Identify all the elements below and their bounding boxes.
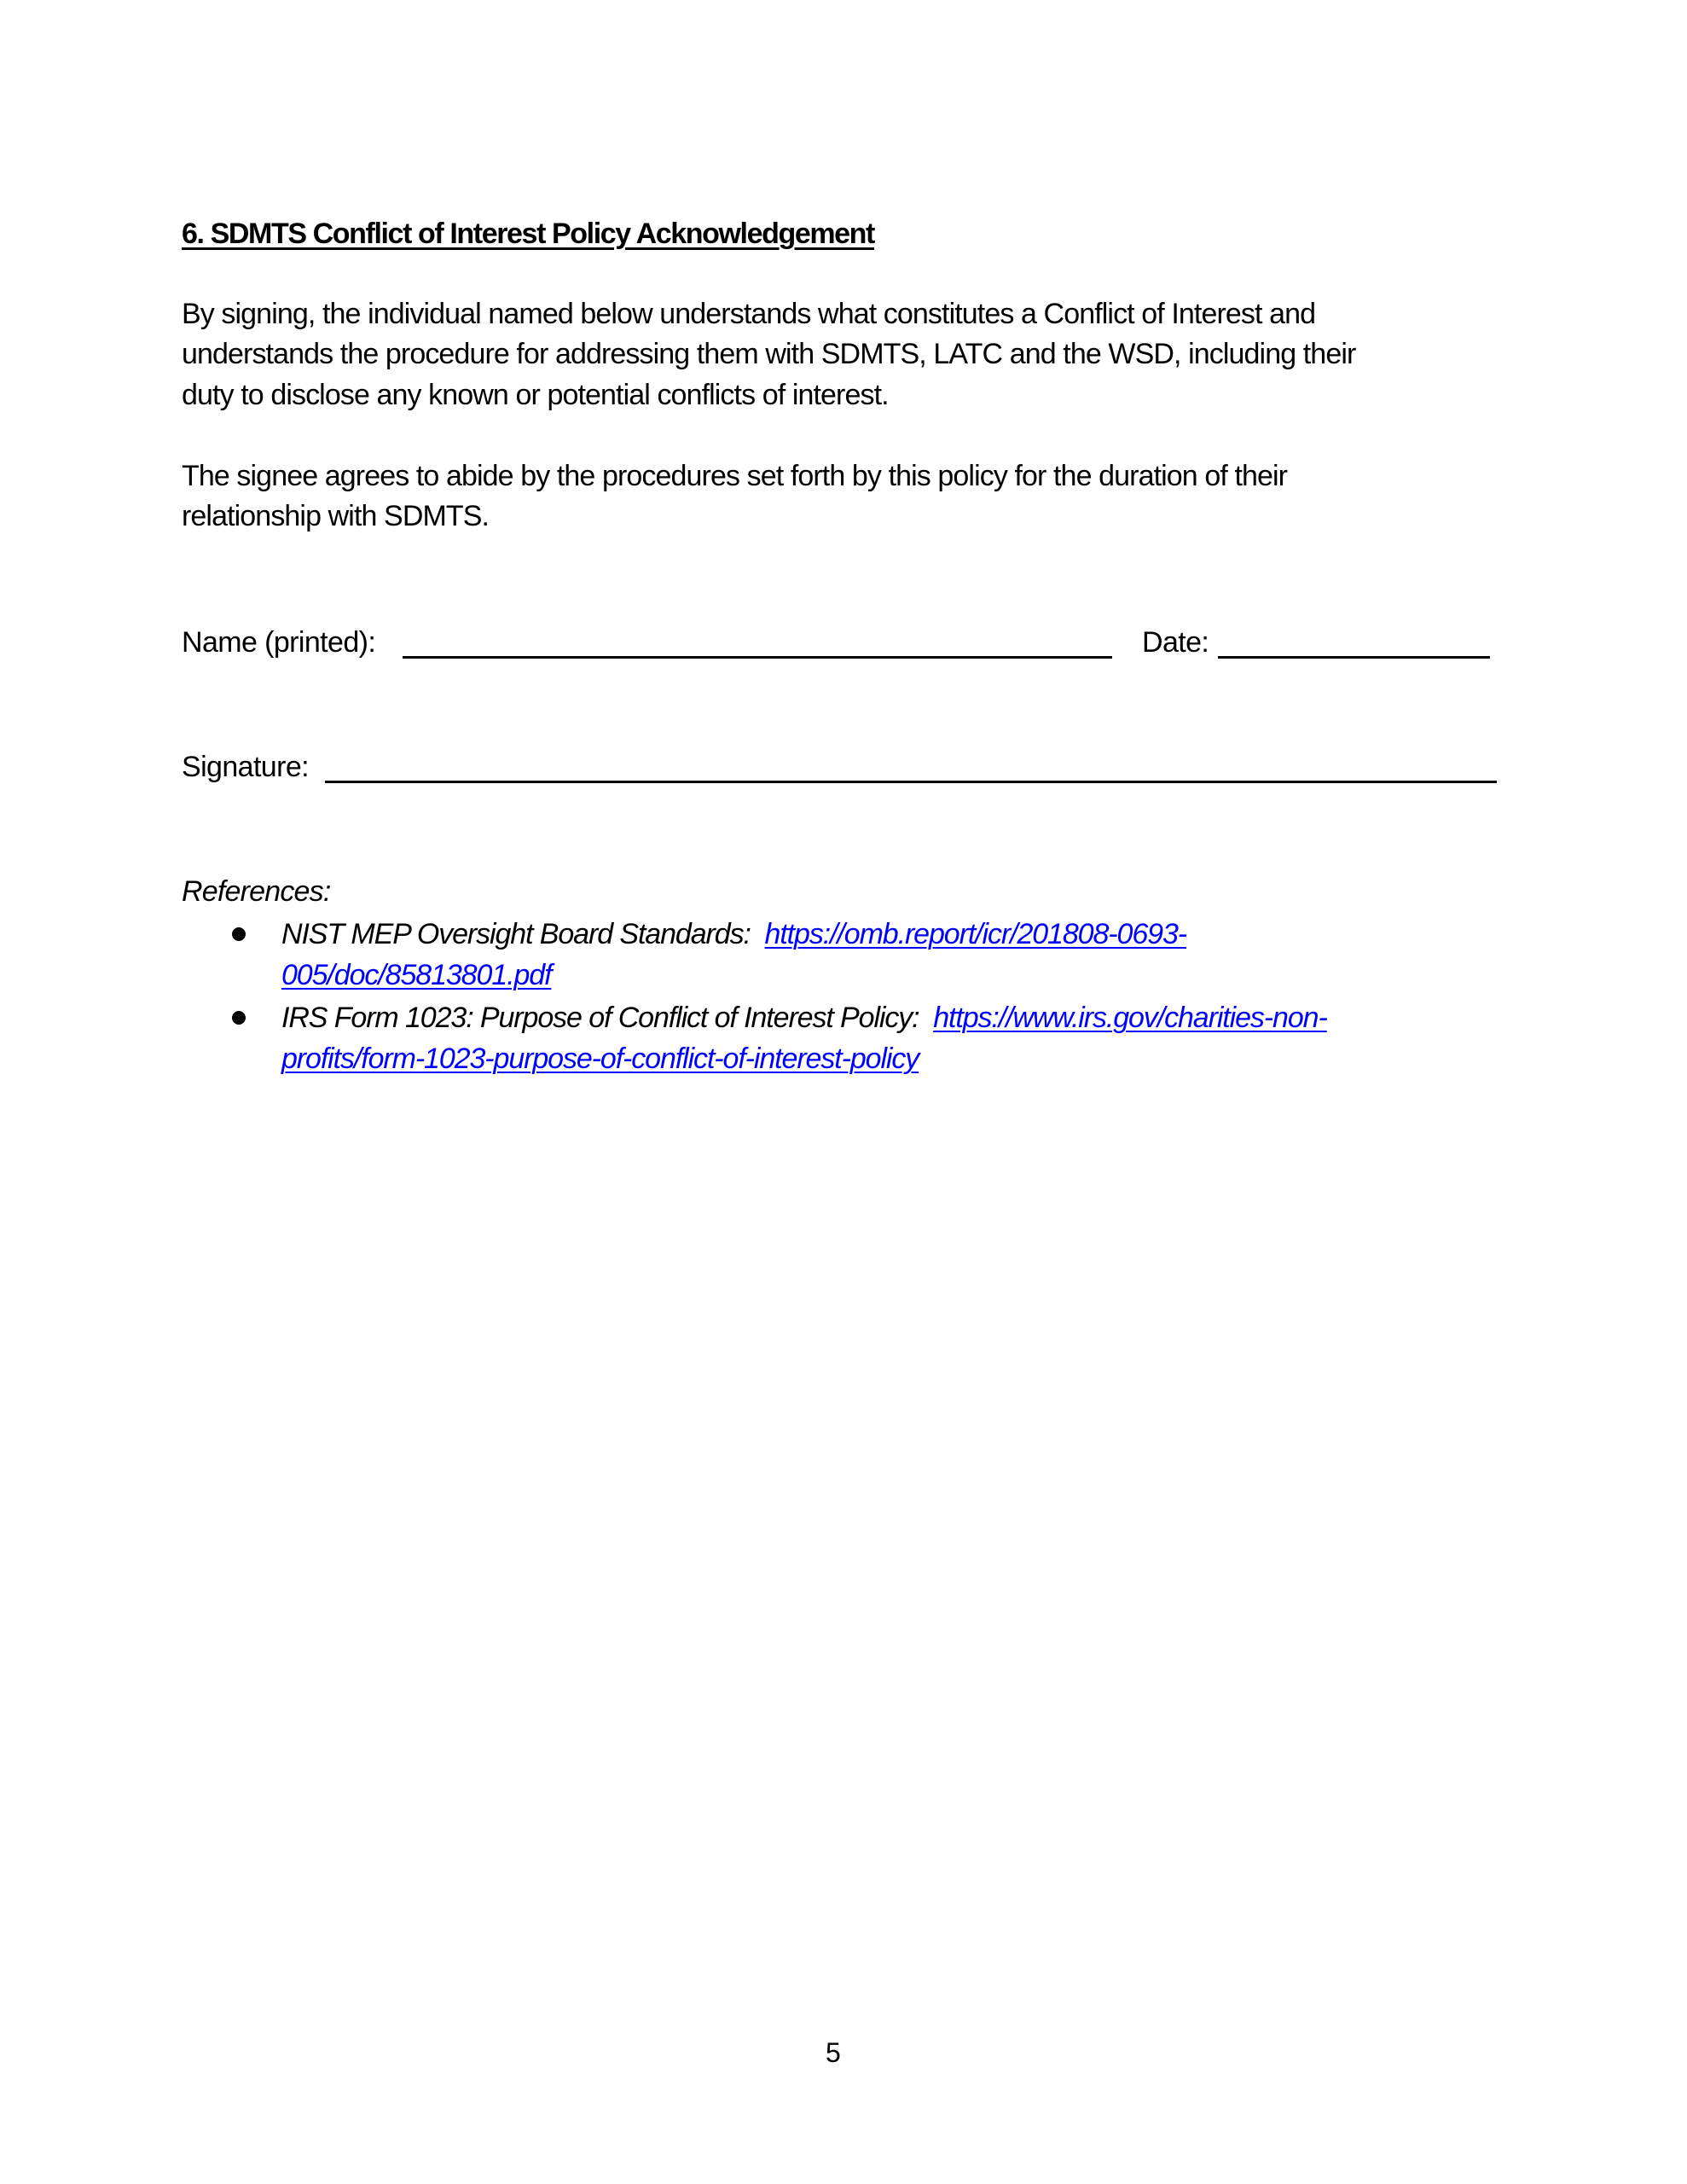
name-label: Name (printed): bbox=[182, 626, 376, 659]
reference-item-1-line-1 bbox=[281, 917, 1186, 951]
paragraph-1-line-1: By signing, the individual named below understands what constitutes a Conflict of Interest and bbox=[182, 298, 1316, 330]
date-field[interactable] bbox=[1218, 656, 1490, 659]
name-field[interactable] bbox=[403, 656, 1112, 659]
reference-item-1-link[interactable]: https://omb.report/icr/201808-0693- bbox=[764, 918, 1186, 950]
date-label: Date: bbox=[1142, 626, 1209, 659]
bullet-icon bbox=[232, 927, 246, 941]
signature-field[interactable] bbox=[325, 781, 1497, 783]
references-title: References: bbox=[182, 875, 331, 908]
paragraph-2-line-2: relationship with SDMTS. bbox=[182, 500, 490, 532]
paragraph-2-line-1: The signee agrees to abide by the procedures set forth by this policy for the duration of their bbox=[182, 460, 1288, 492]
reference-item-1-link-cont[interactable]: 005/doc/85813801.pdf bbox=[281, 959, 552, 991]
reference-item-2-link[interactable]: https://www.irs.gov/charities-non- bbox=[933, 1002, 1327, 1034]
paragraph-1-line-3: duty to disclose any known or potential conflicts of interest. bbox=[182, 379, 889, 411]
reference-item-2-line-1 bbox=[281, 1001, 1327, 1035]
paragraph-1-line-2: understands the procedure for addressing them with SDMTS, LATC and the WSD, including their bbox=[182, 338, 1356, 370]
reference-item-1-line-2 bbox=[281, 958, 551, 992]
page-number: 5 bbox=[826, 2037, 841, 2068]
reference-item-2-link-cont[interactable]: profits/form-1023-purpose-of-conflict-of-interest-policy bbox=[281, 1043, 919, 1075]
bullet-icon bbox=[232, 1011, 246, 1025]
reference-item-1-label: NIST MEP Oversight Board Standards: bbox=[281, 918, 751, 950]
signature-label: Signature: bbox=[182, 751, 309, 783]
reference-item-2-label: IRS Form 1023: Purpose of Conflict of Interest Policy: bbox=[281, 1002, 919, 1034]
reference-item-2-line-2 bbox=[281, 1042, 919, 1076]
section-heading: 6. SDMTS Conflict of Interest Policy Acknowledgement bbox=[182, 218, 874, 250]
